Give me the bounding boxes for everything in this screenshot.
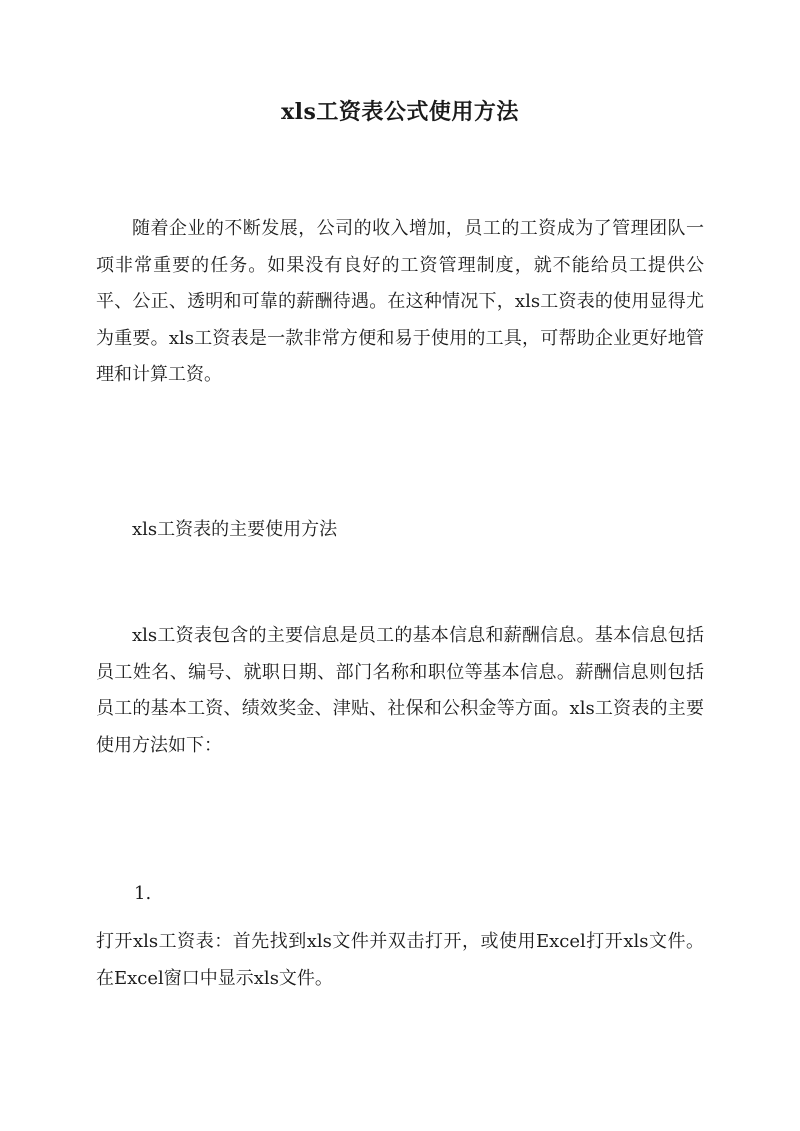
document-title: xls工资表公式使用方法 [281,99,519,125]
step-number: 1. [134,883,152,904]
section-heading: xls工资表的主要使用方法 [132,519,338,540]
intro-paragraph: 随着企业的不断发展，公司的收入增加，员工的工资成为了管理团队一项非常重要的任务。如果没有良好的工资管理制度，就不能给员工提供公平、公正、透明和可靠的薪酬待遇。在这种情况下，xls工资表的使用显得尤为重要。xls工资表是一款非常方便和易于使用的工具，可帮助企业更好地管理和计算工资。 [96,218,704,385]
step-text: 打开xls工资表：首先找到xls文件并双击打开，或使用Excel打开xls文件。在Excel窗口中显示xls文件。 [96,931,704,989]
section-paragraph: xls工资表包含的主要信息是员工的基本信息和薪酬信息。基本信息包括员工姓名、编号、就职日期、部门名称和职位等基本信息。薪酬信息则包括员工的基本工资、绩效奖金、津贴、社保和公积金等方面。xls工资表的主要使用方法如下： [96,625,704,756]
